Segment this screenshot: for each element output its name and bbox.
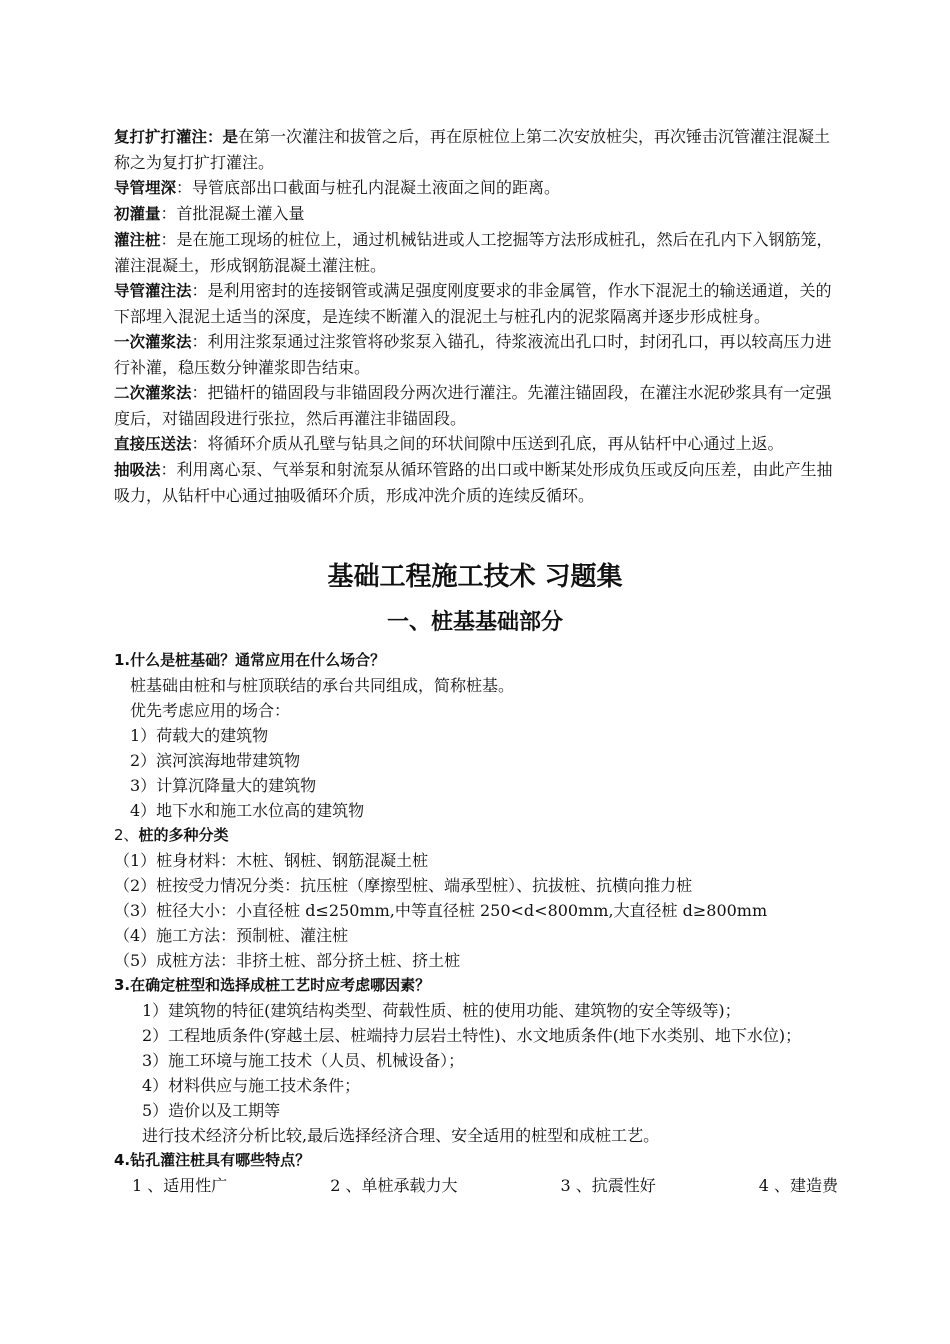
definition-text: ：是在施工现场的桩位上，通过机械钻进或人工挖掘等方法形成桩孔，然后在孔内下入钢筋笼，灌注混凝土，形成钢筋混凝土灌注桩。: [114, 230, 833, 275]
question-4: 4.钻孔灌注桩具有哪些特点？: [114, 1151, 311, 1169]
definition-term: 抽吸法: [114, 461, 161, 479]
questions-block: [114, 648, 838, 1198]
list-item: （3）桩径大小：小直径桩 d≤250mm,中等直径桩 250<d<800mm,大直径桩 d≥800mm: [114, 901, 768, 920]
list-item: 3）计算沉降量大的建筑物: [130, 776, 317, 795]
feature-row: [114, 1173, 838, 1198]
document-title: 基础工程施工技术 习题集: [327, 562, 623, 592]
list-item: （5）成桩方法：非挤土桩、部分挤土桩、挤土桩: [114, 951, 461, 970]
section-heading: 一、桩基基础部分: [386, 610, 563, 635]
list-item: 2）工程地质条件(穿越土层、桩端持力层岩土特性)、水文地质条件(地下水类别、地下水位)；: [142, 1026, 802, 1045]
list-item: （2）桩按受力情况分类：抗压桩（摩擦型桩、端承型桩）、抗拔桩、抗横向推力桩: [114, 876, 693, 895]
definition-term: 导管埋深: [114, 179, 177, 197]
definition-item: [114, 227, 836, 278]
feature-item: 1 、适用性广: [132, 1176, 228, 1195]
answer-lead: 优先考虑应用的场合：: [130, 701, 291, 720]
definition-item: [114, 175, 836, 201]
question-number: 2、: [114, 826, 139, 844]
list-item: 4）地下水和施工水位高的建筑物: [130, 801, 365, 820]
definition-text: ：把锚杆的锚固段与非锚固段分两次进行灌注。先灌注锚固段，在灌注水泥砂浆具有一定强度后，对锚固段进行张拉，然后再灌注非锚固段。: [114, 383, 832, 428]
feature-item: 3 、抗震性好: [560, 1176, 656, 1195]
question-1: 1.什么是桩基础？通常应用在什么场合？: [114, 651, 386, 669]
definition-text: ：是利用密封的连接钢管或满足强度刚度要求的非金属管，作水下混泥土的输送通道，关的下部埋入混泥土适当的深度，是连续不断灌入的混泥土与桩孔内的泥浆隔离并逐步形成桩身。: [114, 281, 832, 326]
definition-term: 导管灌注法: [114, 282, 192, 300]
list-item: 1）荷载大的建筑物: [130, 726, 269, 745]
definition-item: [114, 201, 836, 227]
definition-text: ：导管底部出口截面与桩孔内混凝土液面之间的距离。: [176, 178, 561, 197]
definition-item: [114, 380, 836, 431]
definition-term: 灌注桩: [114, 231, 161, 249]
definition-text: ：利用注浆泵通过注浆管将砂浆泵入锚孔，待浆液流出孔口时，封闭孔口，再以较高压力进行补灌，稳压数分钟灌浆即告结束。: [114, 332, 832, 377]
definition-term: 一次灌浆法: [114, 333, 192, 351]
definitions-block: [114, 124, 836, 508]
definition-item: [114, 124, 836, 175]
list-item: （4）施工方法：预制桩、灌注桩: [114, 926, 349, 945]
definition-item: [114, 431, 836, 457]
question-3: 3.在确定桩型和选择成桩工艺时应考虑哪因素？: [114, 976, 431, 994]
definition-text: 在第一次灌注和拔管之后，再在原桩位上第二次安放桩尖，再次锤击沉管灌注混凝土称之为复打扩打灌注。: [114, 127, 831, 172]
definition-item: [114, 457, 836, 508]
feature-item: 2 、单桩承载力大: [330, 1176, 458, 1195]
definition-term: 复打扩打灌注：是: [114, 128, 239, 146]
list-item: 5）造价以及工期等: [142, 1101, 281, 1120]
definition-term: 二次灌浆法: [114, 384, 192, 402]
conclusion-text: 进行技术经济分析比较,最后选择经济合理、安全适用的桩型和成桩工艺。: [142, 1126, 660, 1145]
list-item: 4）材料供应与施工技术条件；: [142, 1076, 361, 1095]
list-item: 3）施工环境与施工技术（人员、机械设备）；: [142, 1051, 465, 1070]
list-item: （1）桩身材料：木桩、钢桩、钢筋混凝土桩: [114, 851, 429, 870]
list-item: 1）建筑物的特征(建筑结构类型、荷载性质、桩的使用功能、建筑物的安全等级等)；: [142, 1001, 741, 1020]
definition-term: 初灌量: [114, 205, 161, 223]
definition-term: 直接压送法: [114, 435, 192, 453]
definition-text: ：将循环介质从孔壁与钻具之间的环状间隙中压送到孔底，再从钻杆中心通过上返。: [191, 434, 784, 453]
definition-text: ：首批混凝土灌入量: [160, 204, 305, 223]
answer-text: 桩基础由桩和与桩顶联结的承台共同组成，简称桩基。: [130, 676, 515, 695]
question-text: 桩的多种分类: [138, 826, 229, 844]
feature-item: 4 、建造费: [758, 1176, 838, 1195]
definition-item: [114, 329, 836, 380]
definition-text: ：利用离心泵、气举泵和射流泵从循环管路的出口或中断某处形成负压或反向压差，由此产生抽吸力，从钻杆中心通过抽吸循环介质，形成冲洗介质的连续反循环。: [114, 460, 833, 505]
question-2: [114, 823, 838, 848]
definition-item: [114, 278, 836, 329]
list-item: 2）滨河滨海地带建筑物: [130, 751, 301, 770]
